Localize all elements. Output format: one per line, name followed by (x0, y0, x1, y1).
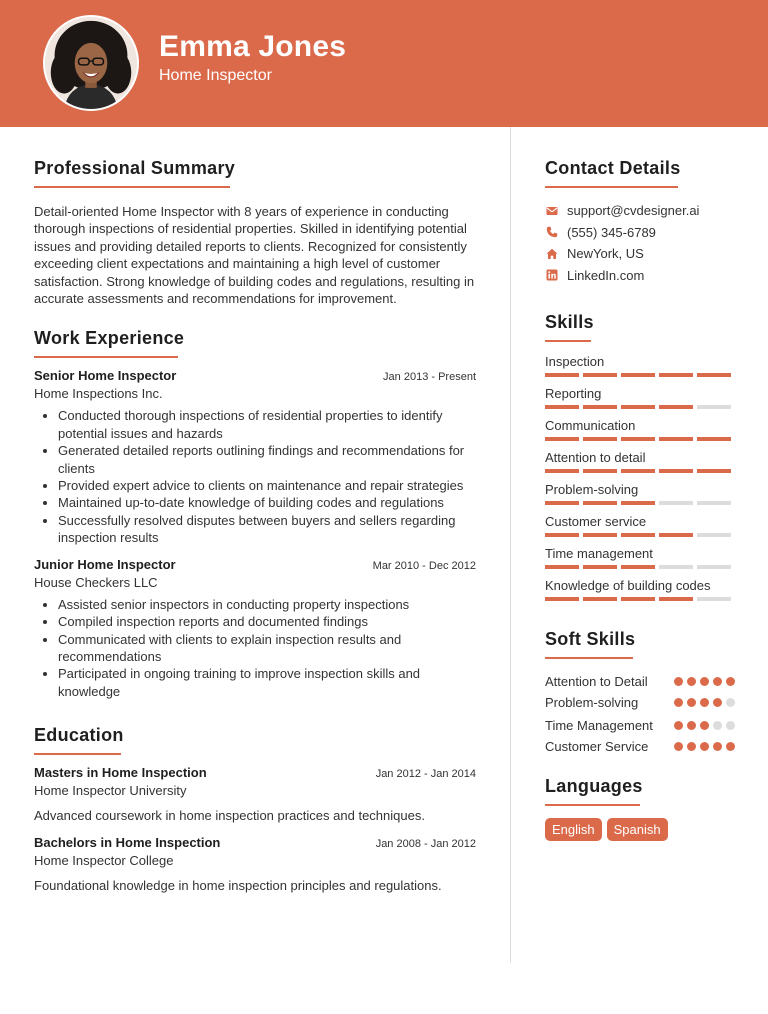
job-bullet-list (34, 407, 476, 546)
skill-level-segment (659, 437, 693, 441)
skill-level-segment (621, 597, 655, 601)
skill-level-bar (545, 469, 731, 473)
job-dates: Mar 2010 - Dec 2012 (372, 559, 476, 572)
skill-name: Inspection (545, 354, 605, 369)
soft-skill-item (545, 673, 735, 690)
skill-level-segment (697, 501, 731, 505)
skill-level-segment (659, 405, 693, 409)
education-description: Foundational knowledge in home inspection principles and regulations. (34, 878, 442, 894)
job-entry (34, 368, 476, 546)
rating-dot (687, 721, 696, 730)
list-item: Participated in ongoing training to improve inspection skills and knowledge (34, 665, 476, 700)
skill-level-segment (583, 373, 617, 377)
skill-item (545, 416, 735, 448)
skill-level-segment (583, 565, 617, 569)
job-entry (34, 557, 476, 700)
skill-level-segment (545, 565, 579, 569)
rating-dot (726, 677, 735, 686)
school-name: Home Inspector College (34, 853, 174, 869)
rating-dot (713, 742, 722, 751)
skill-name: Time management (545, 546, 653, 561)
skill-name: Customer service (545, 514, 647, 529)
skill-level-segment (659, 565, 693, 569)
candidate-role: Home Inspector (159, 67, 272, 84)
education-dates: Jan 2008 - Jan 2012 (375, 838, 476, 851)
rating-dot (674, 721, 683, 730)
skill-level-bar (545, 565, 731, 569)
soft-skill-name: Problem-solving (545, 695, 639, 711)
skills-section (545, 312, 735, 608)
linkedin-text: LinkedIn.com (567, 267, 645, 283)
contact-linkedin[interactable] (545, 265, 735, 287)
soft-skill-rating (674, 717, 735, 730)
sidebar-column (545, 158, 735, 841)
rating-dot (687, 698, 696, 707)
soft-skill-item (545, 717, 735, 734)
contact-phone[interactable] (545, 222, 735, 244)
column-divider (510, 127, 511, 963)
section-title: Contact Details (545, 158, 681, 184)
rating-dot (713, 721, 722, 730)
skill-level-segment (659, 533, 693, 537)
degree-title: Masters in Home Inspection (34, 765, 207, 781)
rating-dot (713, 698, 722, 707)
section-title: Soft Skills (545, 629, 635, 655)
skill-item (545, 448, 735, 480)
skill-level-segment (621, 501, 655, 505)
skill-level-segment (621, 405, 655, 409)
rating-dot (713, 677, 722, 686)
soft-skill-rating (674, 738, 735, 751)
portrait-image (45, 17, 137, 109)
skill-level-bar (545, 597, 731, 601)
skill-level-segment (545, 501, 579, 505)
skill-level-bar (545, 501, 731, 505)
skill-item (545, 384, 735, 416)
skill-name: Knowledge of building codes (545, 578, 711, 593)
rating-dot (726, 721, 735, 730)
skill-level-segment (583, 501, 617, 505)
contact-email[interactable] (545, 200, 735, 222)
work-experience-section (34, 328, 476, 700)
email-icon (545, 204, 558, 217)
contact-location (545, 243, 735, 265)
skill-level-segment (545, 597, 579, 601)
skill-level-segment (697, 565, 731, 569)
soft-skill-name: Customer Service (545, 739, 649, 755)
skill-level-segment (697, 469, 731, 473)
list-item: Maintained up-to-date knowledge of building codes and regulations (34, 494, 476, 511)
phone-text: (555) 345-6789 (567, 224, 656, 240)
skill-level-bar (545, 437, 731, 441)
profile-photo (43, 15, 139, 111)
skill-level-segment (583, 405, 617, 409)
skill-level-segment (583, 597, 617, 601)
skill-level-segment (583, 469, 617, 473)
job-company: House Checkers LLC (34, 574, 158, 590)
skill-level-segment (697, 373, 731, 377)
linkedin-icon (545, 269, 558, 282)
soft-skills-list (545, 673, 735, 756)
skill-level-segment (621, 437, 655, 441)
skill-level-segment (621, 565, 655, 569)
skill-item (545, 480, 735, 512)
skill-level-segment (697, 437, 731, 441)
professional-summary-section (34, 158, 476, 307)
list-item: Provided expert advice to clients on maintenance and repair strategies (34, 477, 476, 494)
list-item: Generated detailed reports outlining findings and recommendations for clients (34, 442, 476, 477)
skill-level-segment (545, 405, 579, 409)
soft-skill-item (545, 738, 735, 755)
skill-level-segment (697, 597, 731, 601)
soft-skills-section (545, 629, 735, 756)
rating-dot (674, 698, 683, 707)
soft-skill-item (545, 694, 735, 711)
skill-level-segment (545, 437, 579, 441)
skill-level-bar (545, 405, 731, 409)
rating-dot (687, 742, 696, 751)
skill-level-segment (697, 533, 731, 537)
skill-level-segment (545, 469, 579, 473)
list-item: Assisted senior inspectors in conducting property inspections (34, 596, 476, 613)
skill-item (545, 512, 735, 544)
school-name: Home Inspector University (34, 783, 187, 799)
skill-level-segment (583, 437, 617, 441)
skill-level-segment (659, 469, 693, 473)
languages-section (545, 776, 735, 841)
skill-level-segment (659, 373, 693, 377)
education-entry (34, 835, 476, 893)
language-badge: English (545, 818, 602, 841)
soft-skill-name: Attention to Detail (545, 674, 648, 689)
list-item: Conducted thorough inspections of residential properties to identify potential issues and hazards (34, 407, 476, 442)
skill-item (545, 352, 735, 384)
home-icon (545, 247, 558, 260)
education-entry (34, 765, 476, 823)
soft-skill-rating (674, 694, 735, 707)
rating-dot (700, 721, 709, 730)
list-item: Communicated with clients to explain inspection results and recommendations (34, 631, 476, 666)
rating-dot (700, 698, 709, 707)
job-bullet-list (34, 596, 476, 700)
list-item: Compiled inspection reports and documented findings (34, 613, 476, 630)
skill-name: Communication (545, 418, 636, 433)
rating-dot (674, 677, 683, 686)
job-company: Home Inspections Inc. (34, 386, 163, 402)
education-section (34, 725, 476, 893)
section-title: Professional Summary (34, 158, 235, 184)
location-text: NewYork, US (567, 246, 644, 262)
section-title: Languages (545, 776, 643, 802)
soft-skill-name: Time Management (545, 717, 653, 733)
skill-level-segment (545, 533, 579, 537)
main-column (34, 158, 476, 893)
degree-title: Bachelors in Home Inspection (34, 835, 221, 851)
rating-dot (700, 742, 709, 751)
rating-dot (687, 677, 696, 686)
rating-dot (726, 742, 735, 751)
skill-level-segment (659, 501, 693, 505)
skill-level-segment (621, 533, 655, 537)
skill-name: Reporting (545, 386, 602, 401)
summary-text: Detail-oriented Home Inspector with 8 years of experience in conducting thorough inspections of residential properties. Skilled in identifying potential issues and providing detailed reports to clients. Recognized for consistently exceeding client expectations and maintaining a high level of customer satisfaction. Strong knowledge of building codes and regulations, resulting in accurate assessments and recommendations for improvement. (34, 204, 475, 307)
skill-level-segment (583, 533, 617, 537)
rating-dot (726, 698, 735, 707)
section-title: Skills (545, 312, 594, 338)
skill-level-bar (545, 533, 731, 537)
skill-item (545, 576, 735, 608)
section-title: Education (34, 725, 124, 751)
list-item: Successfully resolved disputes between buyers and sellers regarding inspection results (34, 512, 476, 547)
rating-dot (674, 742, 683, 751)
skill-name: Attention to detail (545, 450, 646, 465)
resume-header (0, 0, 768, 127)
job-dates: Jan 2013 - Present (383, 371, 476, 384)
skill-level-bar (545, 373, 731, 377)
skill-level-segment (621, 469, 655, 473)
rating-dot (700, 677, 709, 686)
skills-list (545, 352, 735, 608)
skill-level-segment (621, 373, 655, 377)
education-description: Advanced coursework in home inspection practices and techniques. (34, 808, 425, 824)
skill-level-segment (545, 373, 579, 377)
language-badge: Spanish (607, 818, 668, 841)
phone-icon (545, 226, 558, 239)
skill-level-segment (697, 405, 731, 409)
skill-item (545, 544, 735, 576)
job-title: Junior Home Inspector (34, 556, 176, 572)
section-title: Work Experience (34, 328, 184, 354)
soft-skill-rating (674, 673, 735, 686)
candidate-name: Emma Jones (159, 30, 347, 63)
job-title: Senior Home Inspector (34, 368, 177, 384)
skill-name: Problem-solving (545, 482, 639, 497)
email-text: support@cvdesigner.ai (567, 203, 700, 219)
contact-section (545, 158, 735, 286)
education-dates: Jan 2012 - Jan 2014 (375, 768, 476, 781)
languages-list (545, 818, 735, 841)
skill-level-segment (659, 597, 693, 601)
